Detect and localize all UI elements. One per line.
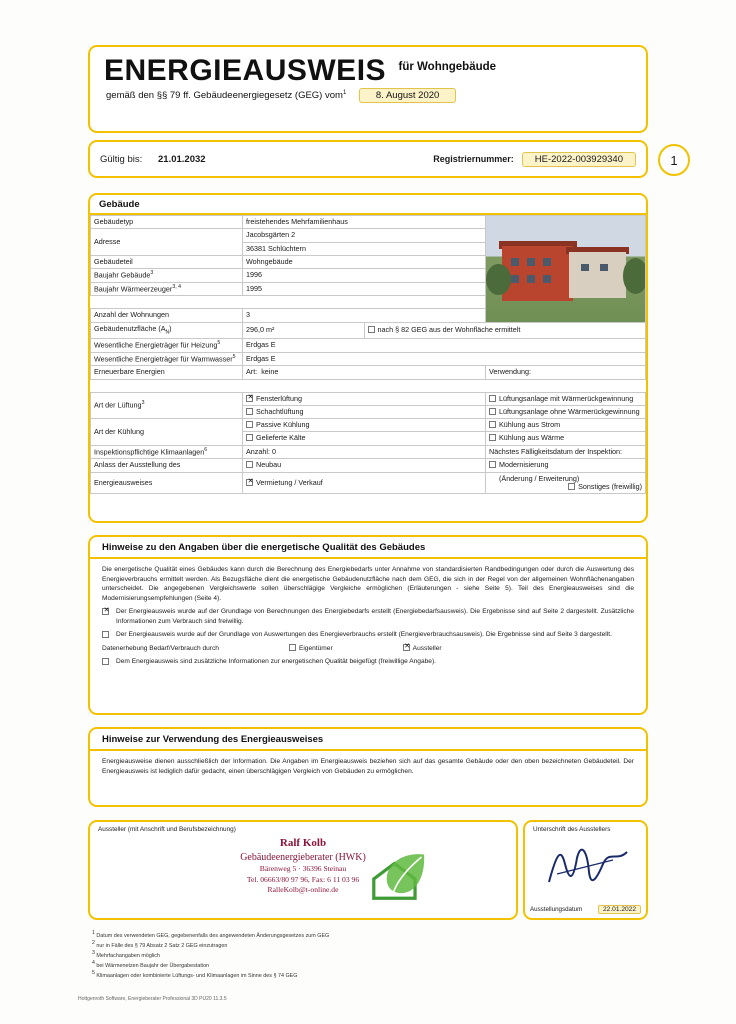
nutzflaeche-check-label: nach § 82 GEG aus der Wohnfläche ermittelt [377, 325, 521, 335]
page-title: ENERGIEAUSWEIS [104, 54, 387, 87]
table-row [91, 366, 646, 379]
title-subtitle: für Wohngebäude [398, 61, 497, 73]
datenerhebung-label: Datenerhebung Bedarf/Verbrauch durch [102, 644, 219, 652]
issuer-label: Aussteller (mit Anschrift und Berufsbezeichnung) [98, 826, 236, 833]
adresse-value-city: 36381 Schlüchtern [243, 242, 486, 255]
footnote-item: $^2$ nur in Fälle des § 79 Absatz 2 Satz 2 GEG einzutragen [92, 939, 228, 949]
energietraeger-warmwasser-value: Erdgas E [243, 352, 646, 366]
klimaanlagen-label: Inspektionspflichtige Klimaanlagen$^6$ [91, 445, 243, 459]
hints-usage-title: Hinweise zur Verwendung des Energieausweises [102, 734, 324, 745]
anlass-option-vermietung[interactable]: ✕ Vermietung / Verkauf [243, 472, 486, 494]
issuer-contact: Tel. 06663/80 97 96, Fax: 6 11 03 96 [246, 874, 360, 884]
gebaeudeteil-label: Gebäudeteil [91, 255, 243, 268]
kuehlung-geliefert-checkbox[interactable] [246, 434, 253, 441]
baujahr-waermeerzeuger-label: Baujahr Wärmeerzeuger$^{3, 4}$ [91, 282, 243, 296]
kuehlung-waerme-checkbox[interactable] [489, 434, 496, 441]
footnotes [92, 930, 512, 980]
title-box [88, 45, 648, 133]
nutzflaeche-label: Gebäudenutzfläche $(A_N)$ [91, 322, 243, 338]
signature-label: Unterschrift des Ausstellers [533, 826, 611, 833]
lueftung-fenster-checkbox[interactable] [246, 395, 253, 402]
kuehlung-option-strom[interactable]: Kühlung aus Strom [486, 419, 646, 432]
issuer-email: RalleKolb@t-online.de [267, 884, 339, 894]
baujahr-waermeerzeuger-value: 1995 [243, 282, 486, 296]
bedarfsausweis-checkbox[interactable] [102, 608, 109, 615]
lueftung-option-ohne-wrg[interactable]: Lüftungsanlage ohne Wärmerückgewinnung [486, 405, 646, 418]
validity-value: 21.01.2032 [158, 153, 206, 165]
registration-label: Registriernummer: [433, 154, 514, 164]
table-row [91, 322, 646, 338]
title-law-text: gemäß den §§ 79 ff. Gebäudeenergiegesetz (GEG) vom [106, 90, 343, 101]
anzahl-wohnungen-label: Anzahl der Wohnungen [91, 309, 243, 322]
table-row [91, 459, 646, 472]
anlass-label-2: Energieausweises [91, 472, 243, 494]
table-row [91, 352, 646, 366]
kuehlung-option-waerme[interactable]: Kühlung aus Wärme [486, 432, 646, 445]
eigentuemer-checkbox[interactable] [289, 644, 296, 651]
nutzflaeche-checkbox-cell[interactable] [364, 322, 646, 338]
kuehlung-strom-checkbox[interactable] [489, 421, 496, 428]
title-law-line [90, 86, 646, 103]
issuer-street: Bärenweg 5 · 36396 Steinau [259, 864, 347, 874]
zusatzinfo-label: Dem Energieausweis sind zusätzliche Informationen zur energetischen Qualität beigefügt (freiwillige Angabe). [116, 658, 436, 666]
registration-number: HE-2022-003929340 [522, 152, 636, 167]
kuehlung-label: Art der Kühlung [91, 419, 243, 446]
page-number-badge: 1 [658, 144, 690, 176]
energietraeger-warmwasser-label: Wesentliche Energieträger für Warmwasser$^5$ [91, 352, 243, 366]
hints-quality-option-bedarf[interactable] [102, 607, 634, 626]
issue-date-label: Ausstellungsdatum [530, 906, 583, 913]
gebaeudetyp-value: freistehendes Mehrfamilienhaus [243, 216, 486, 229]
bedarfsausweis-label: Der Energieausweis wurde auf der Grundlage von Berechnungen des Energiebedarfs erstellt (Energiebedarfsausweis). Die Ergebnisse sind auf Seite 2 dargestellt. Zusätzliche Informationen zum Verbrauch sind freiwillig. [116, 608, 634, 625]
anlass-option-neubau[interactable]: Neubau [243, 459, 486, 472]
table-row [91, 216, 646, 229]
gebaeudetyp-label: Gebäudetyp [91, 216, 243, 229]
lueftung-option-mit-wrg[interactable]: Lüftungsanlage mit Wärmerückgewinnung [486, 392, 646, 405]
anlass-modernisierung-checkbox[interactable] [489, 461, 496, 468]
anlass-vermietung-checkbox[interactable] [246, 479, 253, 486]
building-section-title: Gebäude [99, 199, 140, 210]
table-row [91, 472, 646, 494]
nutzflaeche-checkbox[interactable] [368, 326, 375, 333]
klimaanlagen-anzahl: Anzahl: 0 [243, 445, 486, 459]
hints-usage-box [88, 727, 648, 807]
kuehlung-option-geliefert[interactable]: Gelieferte Kälte [243, 432, 486, 445]
lueftung-option-schacht[interactable]: Schachtlüftung [243, 405, 486, 418]
kuehlung-passiv-checkbox[interactable] [246, 421, 253, 428]
zusatzinfo-checkbox[interactable] [102, 658, 109, 665]
datenerhebung-option-eigentuemer[interactable]: Eigentümer [289, 644, 333, 654]
lueftung-mit-wrg-checkbox[interactable] [489, 395, 496, 402]
kuehlung-option-passiv[interactable]: Passive Kühlung [243, 419, 486, 432]
anlass-neubau-checkbox[interactable] [246, 461, 253, 468]
table-row [91, 445, 646, 459]
table-row [91, 338, 646, 352]
energietraeger-heizung-value: Erdgas E [243, 338, 646, 352]
validity-box [88, 140, 678, 178]
building-photo [486, 216, 646, 323]
erneuerbare-verwendung: Verwendung: [486, 366, 646, 379]
hints-quality-option-verbrauch[interactable] [102, 630, 634, 640]
issuer-role: Gebäudeenergieberater (HWK) [240, 851, 366, 863]
lueftung-ohne-wrg-checkbox[interactable] [489, 408, 496, 415]
baujahr-gebaeude-label: Baujahr Gebäude$^3$ [91, 269, 243, 283]
hints-quality-option-zusatz[interactable] [102, 657, 634, 667]
anlass-modernisierung-sub: (Änderung / Erweiterung) Sonstiges (freiwillig) [486, 472, 646, 494]
table-row [91, 419, 646, 432]
signature-icon [543, 844, 633, 889]
footnote-item: $^1$ Datum des verwendeten GEG, gegebenenfalls des angewendeten Änderungsgesetzes zum GEG [92, 930, 330, 939]
building-section [88, 193, 648, 523]
hints-usage-body: Energieausweise dienen ausschließlich der Information. Die Angaben im Energieausweis beziehen sich auf das gesamte Gebäude oder den oben bezeichneten Gebäudeteil. Der Energieausweis ist lediglich dafür gedacht, einen überschlägigen Vergleich von Gebäuden zu ermöglichen. [102, 758, 634, 775]
footnote-item: $^5$ Klimaanlagen oder kombinierte Lüftungs- und Klimaanlagen im Sinne des § 74 GEG [92, 969, 298, 979]
table-row [91, 379, 646, 392]
klimaanlagen-faelligkeit: Nächstes Fälligkeitsdatum der Inspektion: [486, 445, 646, 459]
title-law-sup: 1 [342, 89, 347, 96]
erneuerbare-art: Art: keine [243, 366, 486, 379]
anlass-sonstiges-checkbox[interactable] [568, 483, 575, 490]
footnote-item: $^3$ Mehrfachangaben möglich [92, 949, 160, 959]
adresse-value-street: Jacobsgärten 2 [243, 229, 486, 242]
table-row [91, 392, 646, 405]
lueftung-option-fenster[interactable]: ✕Fensterlüftung [243, 392, 486, 405]
anlass-label-1: Anlass der Ausstellung des [91, 459, 243, 472]
hints-quality-paragraph: Die energetische Qualität eines Gebäudes kann durch die Berechnung des Energiebedarfs unter Annahme von standardisierten Randbedingungen oder durch die Auswertung des Energieverbrauchs ermittelt werden. Als Bezugsfläche dient die energetische Gebäudenutzfläche nach dem GEG, die sich in der Regel von der allgemeinen Wohnflächenangaben unterscheidet. Die angegebenen Vergleichswerte sollen überschlägige Vergleiche ermöglichen (Erläuterungen - siehe Seite 5). Teil des Energieausweises sind die Modernisierungsempfehlungen (Seite 4). [102, 566, 634, 602]
energietraeger-heizung-label: Wesentliche Energieträger für Heizung$^5$ [91, 338, 243, 352]
building-table [90, 215, 646, 494]
verbrauchsausweis-checkbox[interactable] [102, 631, 109, 638]
verbrauchsausweis-label: Der Energieausweis wurde auf der Grundlage von Auswertungen des Energieverbrauchs erstellt (Energieverbrauchsausweis). Die Ergebnisse sind auf Seite 3 dargestellt. [116, 631, 612, 639]
footnote-item: $^4$ bei Wärmenetzen Baujahr der Übergabestation [92, 959, 210, 969]
datenerhebung-option-aussteller[interactable]: ✕ Aussteller [403, 644, 442, 654]
issuer-box [88, 820, 518, 920]
leaf-logo-icon [364, 848, 430, 906]
adresse-label: Adresse [91, 229, 243, 256]
nutzflaeche-value: 296,0 m² [243, 322, 365, 338]
issuer-name: Ralf Kolb [279, 837, 327, 849]
hints-quality-box [88, 535, 648, 715]
erneuerbare-label: Erneuerbare Energien [91, 366, 243, 379]
baujahr-gebaeude-value: 1996 [243, 269, 486, 283]
lueftung-schacht-checkbox[interactable] [246, 408, 253, 415]
anlass-option-modernisierung[interactable]: Modernisierung [486, 459, 646, 472]
issue-date-value: 22.01.2022 [598, 905, 641, 914]
lueftung-label: Art der Lüftung$^3$ [91, 392, 243, 419]
aussteller-checkbox[interactable] [403, 644, 410, 651]
gebaeudeteil-value: Wohngebäude [243, 255, 486, 268]
validity-label: Gültig bis: [100, 153, 143, 165]
signature-box [523, 820, 648, 920]
software-footer: Hottgenroth Software, Energieberater Professional 3D PU20 11.3.5 [78, 996, 227, 1002]
anzahl-wohnungen-value: 3 [243, 309, 486, 322]
hints-quality-title: Hinweise zu den Angaben über die energetische Qualität des Gebäudes [102, 542, 426, 553]
title-law-date: 8. August 2020 [359, 88, 456, 103]
